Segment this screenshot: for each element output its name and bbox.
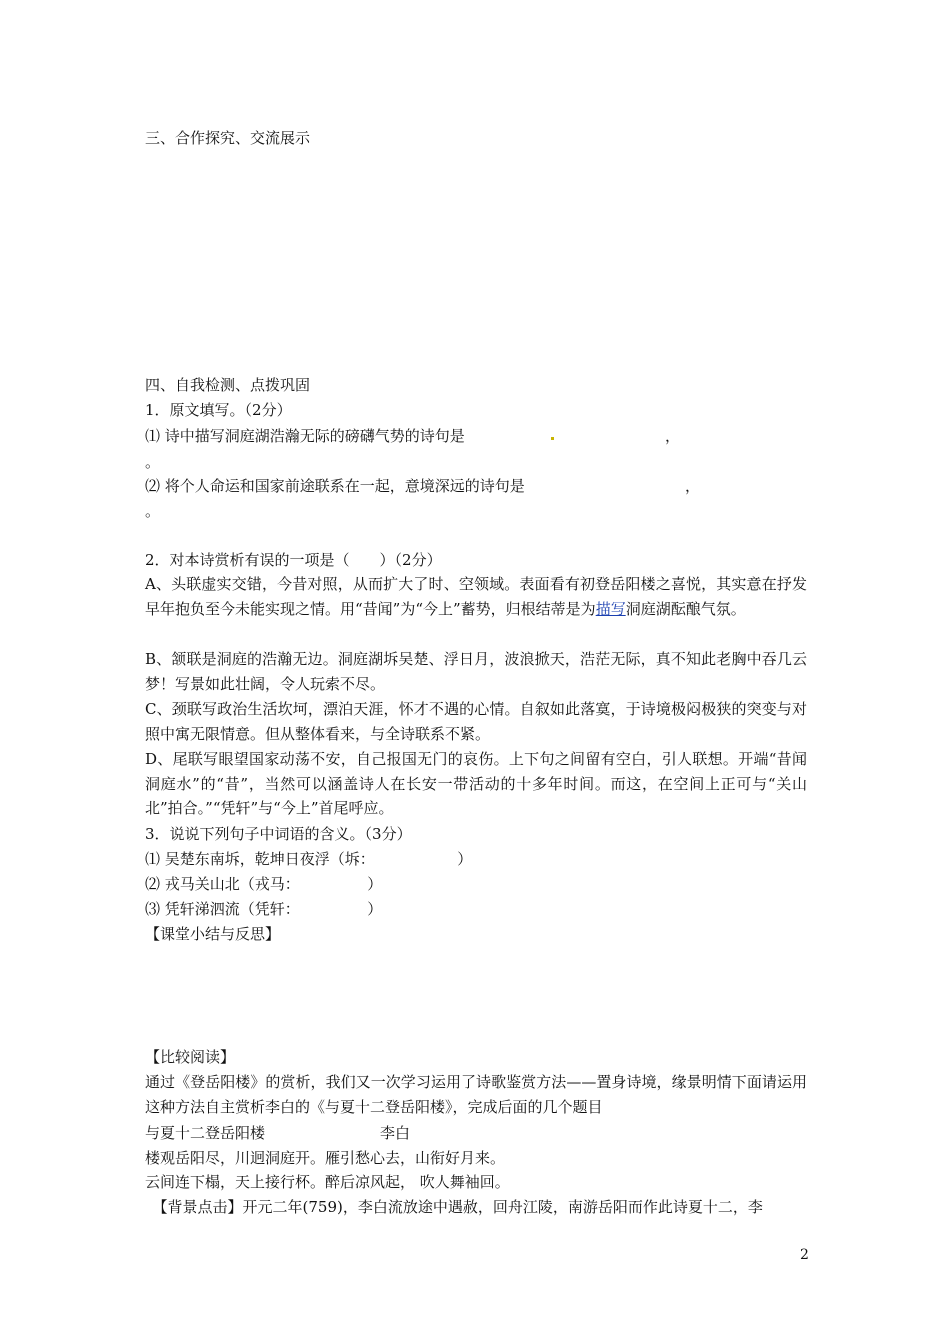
question-3-item-3: ⑶ 凭轩涕泗流（凭轩： ） bbox=[145, 900, 383, 918]
question-1a-end: 。 bbox=[145, 453, 161, 471]
option-c: C、颈联写政治生活坎坷，漂泊天涯，怀才不遇的心情。自叙如此落寞，于诗境极闷极狭的突变与对照中寓无限情意。但从整体看来，与全诗联系不紧。 bbox=[145, 700, 807, 743]
summary-heading: 【课堂小结与反思】 bbox=[145, 925, 281, 943]
page-number: 2 bbox=[800, 1247, 809, 1263]
question-1b-comma: ， bbox=[685, 477, 701, 495]
marker-dot bbox=[551, 437, 554, 440]
background-note: 【背景点击】开元二年(759)，李白流放途中遇赦，回舟江陵，南游岳阳而作此诗夏十二，李 bbox=[145, 1198, 763, 1216]
question-2-title: 2．对本诗赏析有误的一项是（ ）（2分） bbox=[145, 551, 442, 569]
poem-title: 与夏十二登岳阳楼 bbox=[145, 1124, 266, 1142]
section-3-heading: 三、合作探究、交流展示 bbox=[145, 129, 311, 147]
question-1a-comma: ， bbox=[665, 427, 681, 445]
option-a-part1: A、头联虚实交错，今昔对照，从而扩大了时、空领域。 bbox=[145, 575, 520, 593]
section-4-heading: 四、自我检测、点拨巩固 bbox=[145, 376, 311, 394]
question-1b-end: 。 bbox=[145, 502, 161, 520]
question-3-title: 3．说说下列句子中词语的含义。（3分） bbox=[145, 825, 412, 843]
option-a-part3: 洞庭湖酝酿气氛。 bbox=[625, 599, 746, 618]
question-3-item-2: ⑵ 戎马关山北（戎马： ） bbox=[145, 875, 383, 893]
poem-author: 李白 bbox=[380, 1124, 411, 1142]
option-b: B、颔联是洞庭的浩瀚无边。洞庭湖坼吴楚、浮日月，波浪掀天，浩茫无际，真不知此老胸中吞几云梦！写景如此壮阔，令人玩索不尽。 bbox=[145, 650, 807, 693]
compare-intro: 通过《登岳阳楼》的赏析，我们又一次学习运用了诗歌鉴赏方法——置身诗境，缘景明情下面请运用这种方法自主赏析李白的《与夏十二登岳阳楼》，完成后面的几个题目 bbox=[145, 1073, 807, 1116]
option-a bbox=[145, 572, 807, 621]
poem-line-2: 云间连下榻，天上接行杯。醉后凉风起， 吹人舞袖回。 bbox=[145, 1173, 510, 1191]
question-3-item-1: ⑴ 吴楚东南坼，乾坤日夜浮（坼： ） bbox=[145, 850, 473, 868]
compare-heading: 【比较阅读】 bbox=[145, 1048, 236, 1066]
question-1a-text: ⑴ 诗中描写洞庭湖浩瀚无际的磅礴气势的诗句是 bbox=[145, 427, 465, 445]
option-a-link[interactable]: 描写 bbox=[595, 599, 626, 618]
option-a-part2: 表面看有初登岳阳楼之喜悦，其实意在抒发早年抱负至今未能实现之情。用“昔闻”为“今上”蓄势，归根结蒂是为 bbox=[145, 575, 807, 618]
question-1b-text: ⑵ 将个人命运和国家前途联系在一起，意境深远的诗句是 bbox=[145, 477, 525, 495]
poem-line-1: 楼观岳阳尽，川迥洞庭开。雁引愁心去，山衔好月来。 bbox=[145, 1149, 506, 1167]
question-1-title: 1．原文填写。（2分） bbox=[145, 401, 292, 419]
option-d: D、尾联写眼望国家动荡不安，自己报国无门的哀伤。上下句之间留有空白，引人联想。开端“昔闻洞庭水”的“昔”，当然可以涵盖诗人在长安一带活动的十多年时间。而这，在空间上正可与“关山北”拍合。”“凭轩”与“今上”首尾呼应。 bbox=[145, 750, 807, 817]
